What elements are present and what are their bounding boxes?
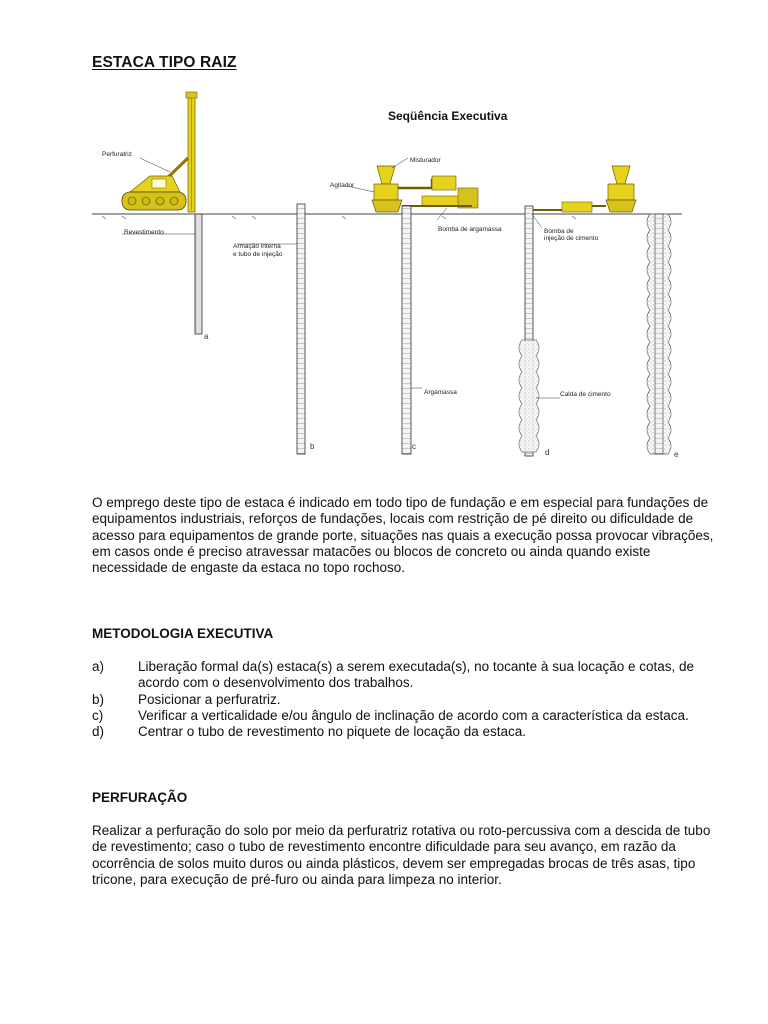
stage-letter-b: b: [310, 442, 315, 451]
list-marker: a): [92, 659, 105, 674]
stage-letter-a: a: [204, 332, 209, 341]
list-item: [92, 708, 722, 724]
list-item-text: Posicionar a perfuratriz.: [138, 691, 281, 707]
ground-line: [92, 214, 682, 219]
label-calda-cimento: Calda de cimento: [560, 391, 611, 398]
list-item-text: Centrar o tubo de revestimento no piquete de locação da estaca.: [138, 724, 526, 740]
label-armacao-line2: e tubo de injeção: [233, 251, 283, 258]
pile-b: [237, 204, 305, 454]
mixer-agitator-pump: [347, 158, 478, 220]
pile-e: [647, 214, 671, 454]
list-item-text: Liberação formal da(s) estaca(s) a serem executada(s), no tocante à sua locação e cotas, de acordo com o desenvolvimento dos trabalhos.: [138, 659, 695, 691]
stage-letter-c: c: [412, 442, 416, 451]
label-bomba-injecao-line1: Bomba de: [544, 228, 574, 235]
figure-title: Seqüência Executiva: [388, 109, 508, 123]
methodology-list: [92, 659, 722, 740]
list-item: [92, 724, 722, 740]
drill-rig: [122, 92, 197, 212]
label-revestimento: Revestimento: [124, 229, 164, 236]
perfuracao-paragraph: Realizar a perfuração do solo por meio da perfuratriz rotativa ou roto-percussiva com a descida de tubo de revestimento; caso o tubo de revestimento encontre dificuldade para seu avanço, em razão da ocorrência de solos muito duros ou ainda plásticos, devem ser empregadas brocas de três asas, tipo tricone, para execução de pré-furo ou ainda para limpeza no interior.: [92, 823, 711, 887]
label-bomba-argamassa: Bomba de argamassa: [438, 226, 502, 233]
stage-letter-d: d: [545, 448, 550, 457]
stage-letter-e: e: [674, 450, 679, 459]
intro-paragraph: O emprego deste tipo de estaca é indicado em todo tipo de fundação e em especial para fundações de equipamentos industriais, reforços de fundações, locais com restrição de pé direito ou dificuldade de acesso para equipamentos de grande porte, situações nas quais a execução possa provocar vibrações, em casos onde é preciso atravessar matacões ou blocos de concreto ou ainda quando existe necessidade de engaste da estaca no topo rochoso.: [92, 495, 714, 576]
label-armacao-line1: Armação interna: [233, 243, 281, 250]
pile-c: [402, 206, 422, 454]
list-item-text: Verificar a verticalidade e/ou ângulo de inclinação de acordo com a característica da estaca.: [138, 707, 689, 723]
pile-d: [519, 206, 592, 456]
list-marker: b): [92, 691, 105, 707]
list-item: [92, 659, 722, 692]
injection-pump: [562, 166, 636, 212]
list-marker: c): [92, 707, 104, 723]
section-heading-metodologia: METODOLOGIA EXECUTIVA: [92, 626, 274, 641]
label-bomba-injecao-line2: injeção de cimento: [544, 235, 599, 242]
section-heading-perfuracao: PERFURAÇÃO: [92, 790, 188, 805]
document-title: ESTACA TIPO RAIZ: [92, 54, 237, 71]
label-argamassa: Argamassa: [424, 389, 457, 396]
label-agitador: Agitador: [330, 182, 355, 189]
list-item: [92, 692, 722, 708]
label-misturador: Misturador: [410, 157, 441, 164]
list-marker: d): [92, 724, 105, 740]
execution-sequence-diagram: [92, 88, 692, 473]
label-perfuratriz: Perfuratriz: [102, 151, 132, 158]
